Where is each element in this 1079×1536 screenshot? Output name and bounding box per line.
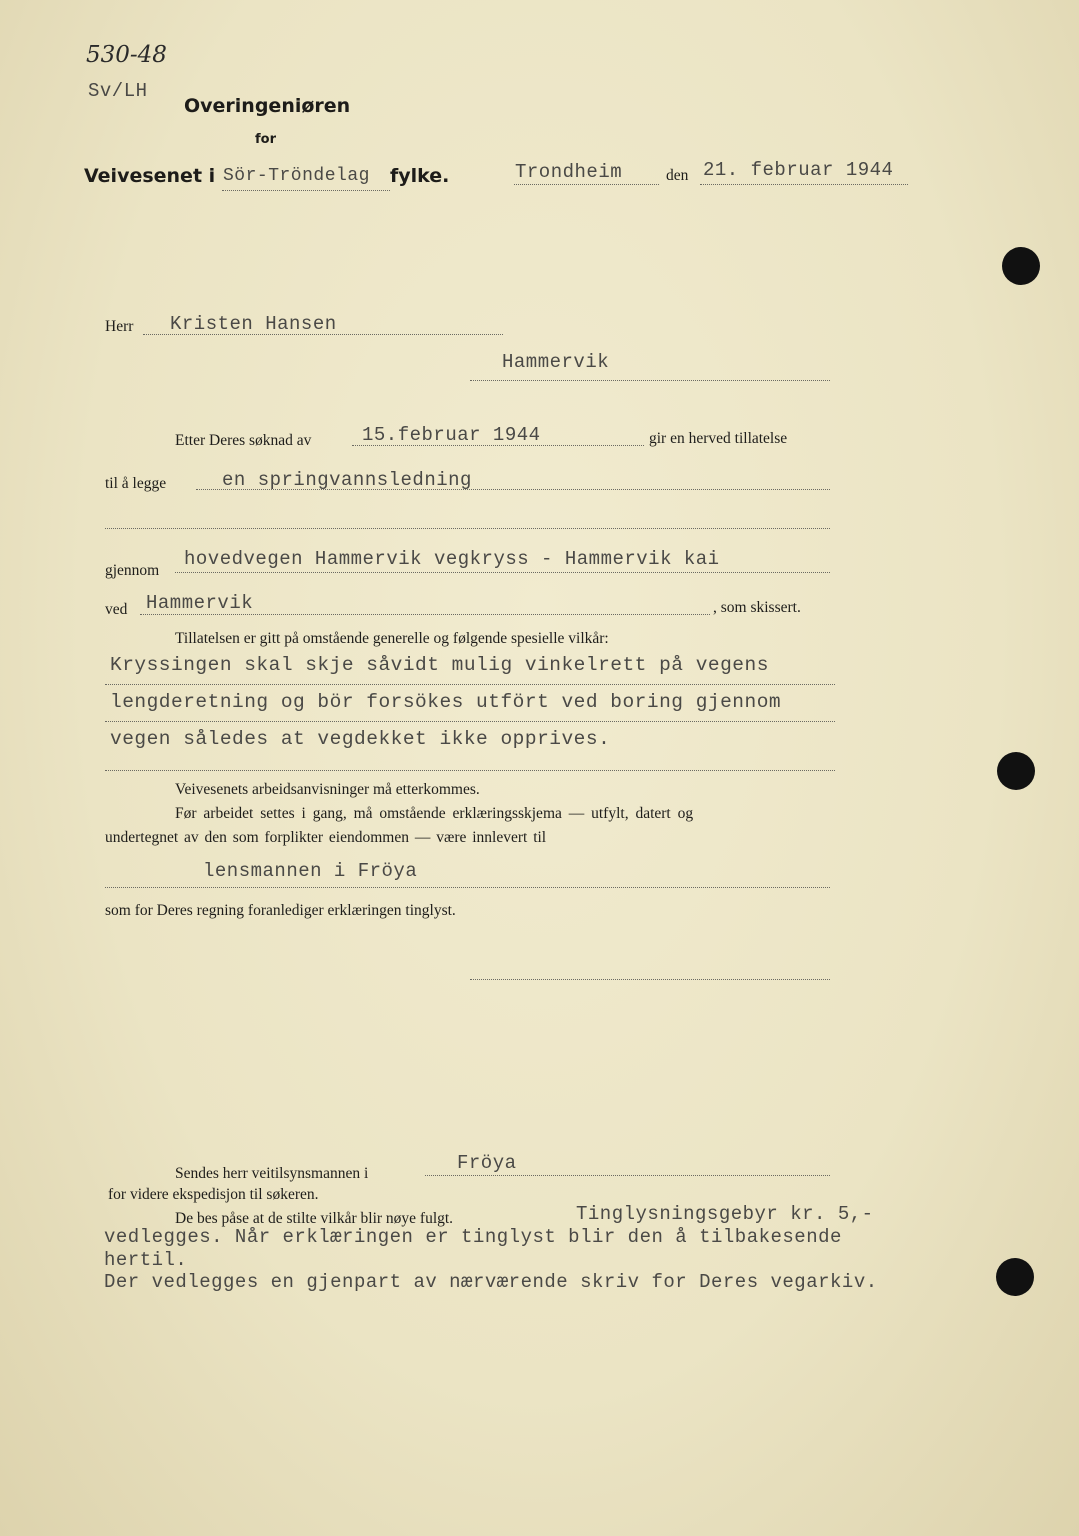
punch-hole-top <box>1002 247 1040 285</box>
application-date: 15.februar 1944 <box>362 424 541 446</box>
office-fylke: fylke. <box>390 165 450 187</box>
application-prefix: Etter Deres søknad av <box>175 432 312 449</box>
lay-prefix: til å legge <box>105 475 167 492</box>
instruction-2b: undertegnet av den som forplikter eiendommen — være innlevert til <box>105 829 547 846</box>
office-title: Overingeniøren <box>184 95 351 117</box>
instruction-1: Veivesenets arbeidsanvisninger må etterkommes. <box>175 781 480 798</box>
deliver-to: lensmannen i Fröya <box>203 860 418 882</box>
signature-line <box>470 979 830 980</box>
conditions-intro: Tillatelsen er gitt på omstående generelle og følgende spesielle vilkår: <box>175 630 609 647</box>
punch-hole-middle <box>997 752 1035 790</box>
through-prefix: gjennom <box>105 562 160 579</box>
letter-date: 21. februar 1944 <box>703 159 894 181</box>
copy-note: Der vedlegges en gjenpart av nærværende skriv for Deres vegarkiv. <box>104 1271 878 1293</box>
salutation: Herr <box>105 318 134 335</box>
observe-conditions: De bes påse at de stilte vilkår blir nøye fulgt. <box>175 1210 454 1227</box>
condition-line-2: lengderetning og bör forsökes utfört ved boring gjennom <box>110 691 782 713</box>
place-name: Trondheim <box>515 161 623 183</box>
recipient-address: Hammervik <box>502 351 610 373</box>
at-value: Hammervik <box>146 592 254 614</box>
fee-line-a: Tinglysningsgebyr kr. 5,- <box>576 1203 874 1225</box>
condition-line-3: vegen således at vegdekket ikke opprives. <box>110 728 611 750</box>
office-for: for <box>255 132 276 147</box>
recipient-name: Kristen Hansen <box>170 313 337 335</box>
lay-item: en springvannsledning <box>222 469 472 491</box>
fee-line-c: hertil. <box>104 1249 188 1271</box>
send-suffix: for videre ekspedisjon til søkeren. <box>108 1186 319 1203</box>
fee-line-b: vedlegges. Når erklæringen er tinglyst blir den å tilbakesende <box>104 1226 842 1248</box>
punch-hole-bottom <box>996 1258 1034 1296</box>
office-agency: Veivesenet i <box>84 165 216 187</box>
application-suffix: gir en herved tillatelse <box>649 430 788 447</box>
county-name: Sör-Tröndelag <box>223 166 370 186</box>
send-place: Fröya <box>457 1152 517 1174</box>
instruction-2a: Før arbeidet settes i gang, må omstående erklæringsskjema — utfylt, datert og <box>175 805 694 822</box>
date-prefix: den <box>666 167 689 184</box>
send-prefix: Sendes herr veitilsynsmannen i <box>175 1165 369 1182</box>
reference-number: 530-48 <box>86 42 167 68</box>
condition-line-1: Kryssingen skal skje såvidt mulig vinkelrett på vegens <box>110 654 769 676</box>
at-suffix: , som skissert. <box>713 599 801 616</box>
initials: Sv/LH <box>88 80 148 102</box>
at-prefix: ved <box>105 601 128 618</box>
through-value: hovedvegen Hammervik vegkryss - Hammervik kai <box>184 548 720 570</box>
instruction-3: som for Deres regning foranlediger erklæringen tinglyst. <box>105 902 456 919</box>
